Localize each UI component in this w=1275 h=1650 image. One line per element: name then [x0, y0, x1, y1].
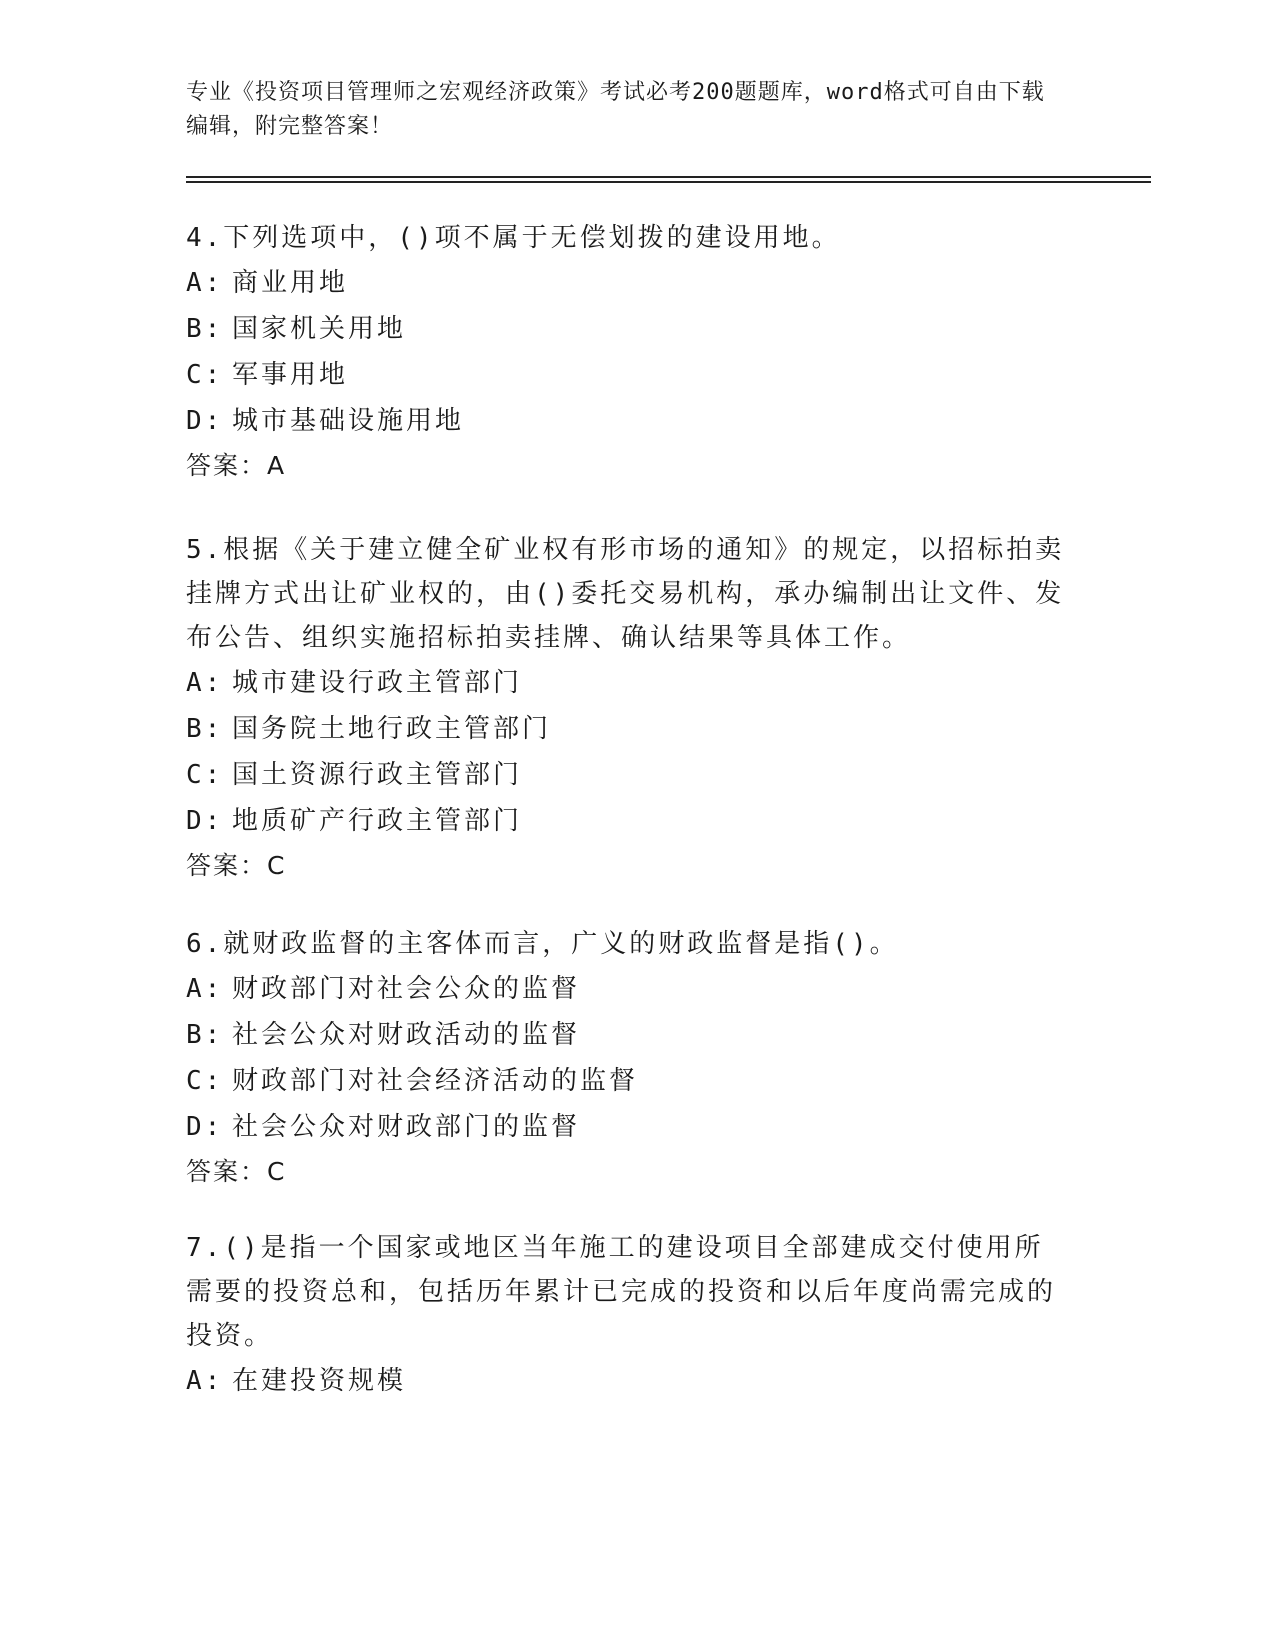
- option-text: 商业用地: [232, 268, 349, 298]
- option-d: [186, 798, 1066, 844]
- option-letter: B:: [186, 314, 224, 344]
- option-letter: C:: [186, 1066, 224, 1096]
- option-b: [186, 1012, 1066, 1058]
- question-5: [186, 528, 1066, 888]
- option-text: 国务院土地行政主管部门: [232, 714, 552, 744]
- option-letter: D:: [186, 1112, 224, 1142]
- answer-label: 答案：A: [186, 451, 287, 480]
- option-letter: A:: [186, 974, 224, 1004]
- option-text: 财政部门对社会公众的监督: [232, 974, 581, 1004]
- option-letter: A:: [186, 1366, 224, 1396]
- option-letter: C:: [186, 360, 224, 390]
- option-letter: A:: [186, 668, 224, 698]
- option-text: 社会公众对财政活动的监督: [232, 1020, 581, 1050]
- option-text: 国家机关用地: [232, 314, 407, 344]
- question-6: [186, 922, 1066, 1194]
- header-divider-top: [186, 176, 1151, 178]
- option-b: [186, 706, 1066, 752]
- option-c: [186, 752, 1066, 798]
- answer-label: 答案：C: [186, 851, 287, 880]
- option-text: 城市基础设施用地: [232, 406, 465, 436]
- question-stem: 4.下列选项中，()项不属于无偿划拨的建设用地。: [186, 223, 841, 253]
- option-d: [186, 1104, 1066, 1150]
- option-text: 地质矿产行政主管部门: [232, 806, 523, 836]
- option-text: 城市建设行政主管部门: [232, 668, 523, 698]
- option-letter: C:: [186, 760, 224, 790]
- option-text: 财政部门对社会经济活动的监督: [232, 1066, 639, 1096]
- option-a: [186, 1358, 1066, 1404]
- option-d: [186, 398, 1066, 444]
- document-header: 专业《投资项目管理师之宏观经济政策》考试必考200题题库，word格式可自由下载编辑，附完整答案！: [186, 80, 1045, 139]
- option-a: [186, 260, 1066, 306]
- option-b: [186, 306, 1066, 352]
- question-stem: 7.()是指一个国家或地区当年施工的建设项目全部建成交付使用所需要的投资总和，包括历年累计已完成的投资和以后年度尚需完成的投资。: [186, 1233, 1057, 1351]
- header-divider-bottom: [186, 181, 1151, 183]
- question-stem: 6.就财政监督的主客体而言，广义的财政监督是指()。: [186, 929, 899, 959]
- option-text: 军事用地: [232, 360, 349, 390]
- option-c: [186, 352, 1066, 398]
- question-4: [186, 216, 1066, 488]
- answer-label: 答案：C: [186, 1157, 287, 1186]
- option-a: [186, 966, 1066, 1012]
- question-stem: 5.根据《关于建立健全矿业权有形市场的通知》的规定，以招标拍卖挂牌方式出让矿业权的，由()委托交易机构，承办编制出让文件、发布公告、组织实施招标拍卖挂牌、确认结果等具体工作。: [186, 535, 1065, 653]
- option-letter: B:: [186, 1020, 224, 1050]
- option-text: 国土资源行政主管部门: [232, 760, 523, 790]
- option-letter: B:: [186, 714, 224, 744]
- option-letter: A:: [186, 268, 224, 298]
- option-a: [186, 660, 1066, 706]
- option-letter: D:: [186, 806, 224, 836]
- option-letter: D:: [186, 406, 224, 436]
- option-c: [186, 1058, 1066, 1104]
- option-text: 在建投资规模: [232, 1366, 407, 1396]
- question-7: [186, 1226, 1066, 1404]
- option-text: 社会公众对财政部门的监督: [232, 1112, 581, 1142]
